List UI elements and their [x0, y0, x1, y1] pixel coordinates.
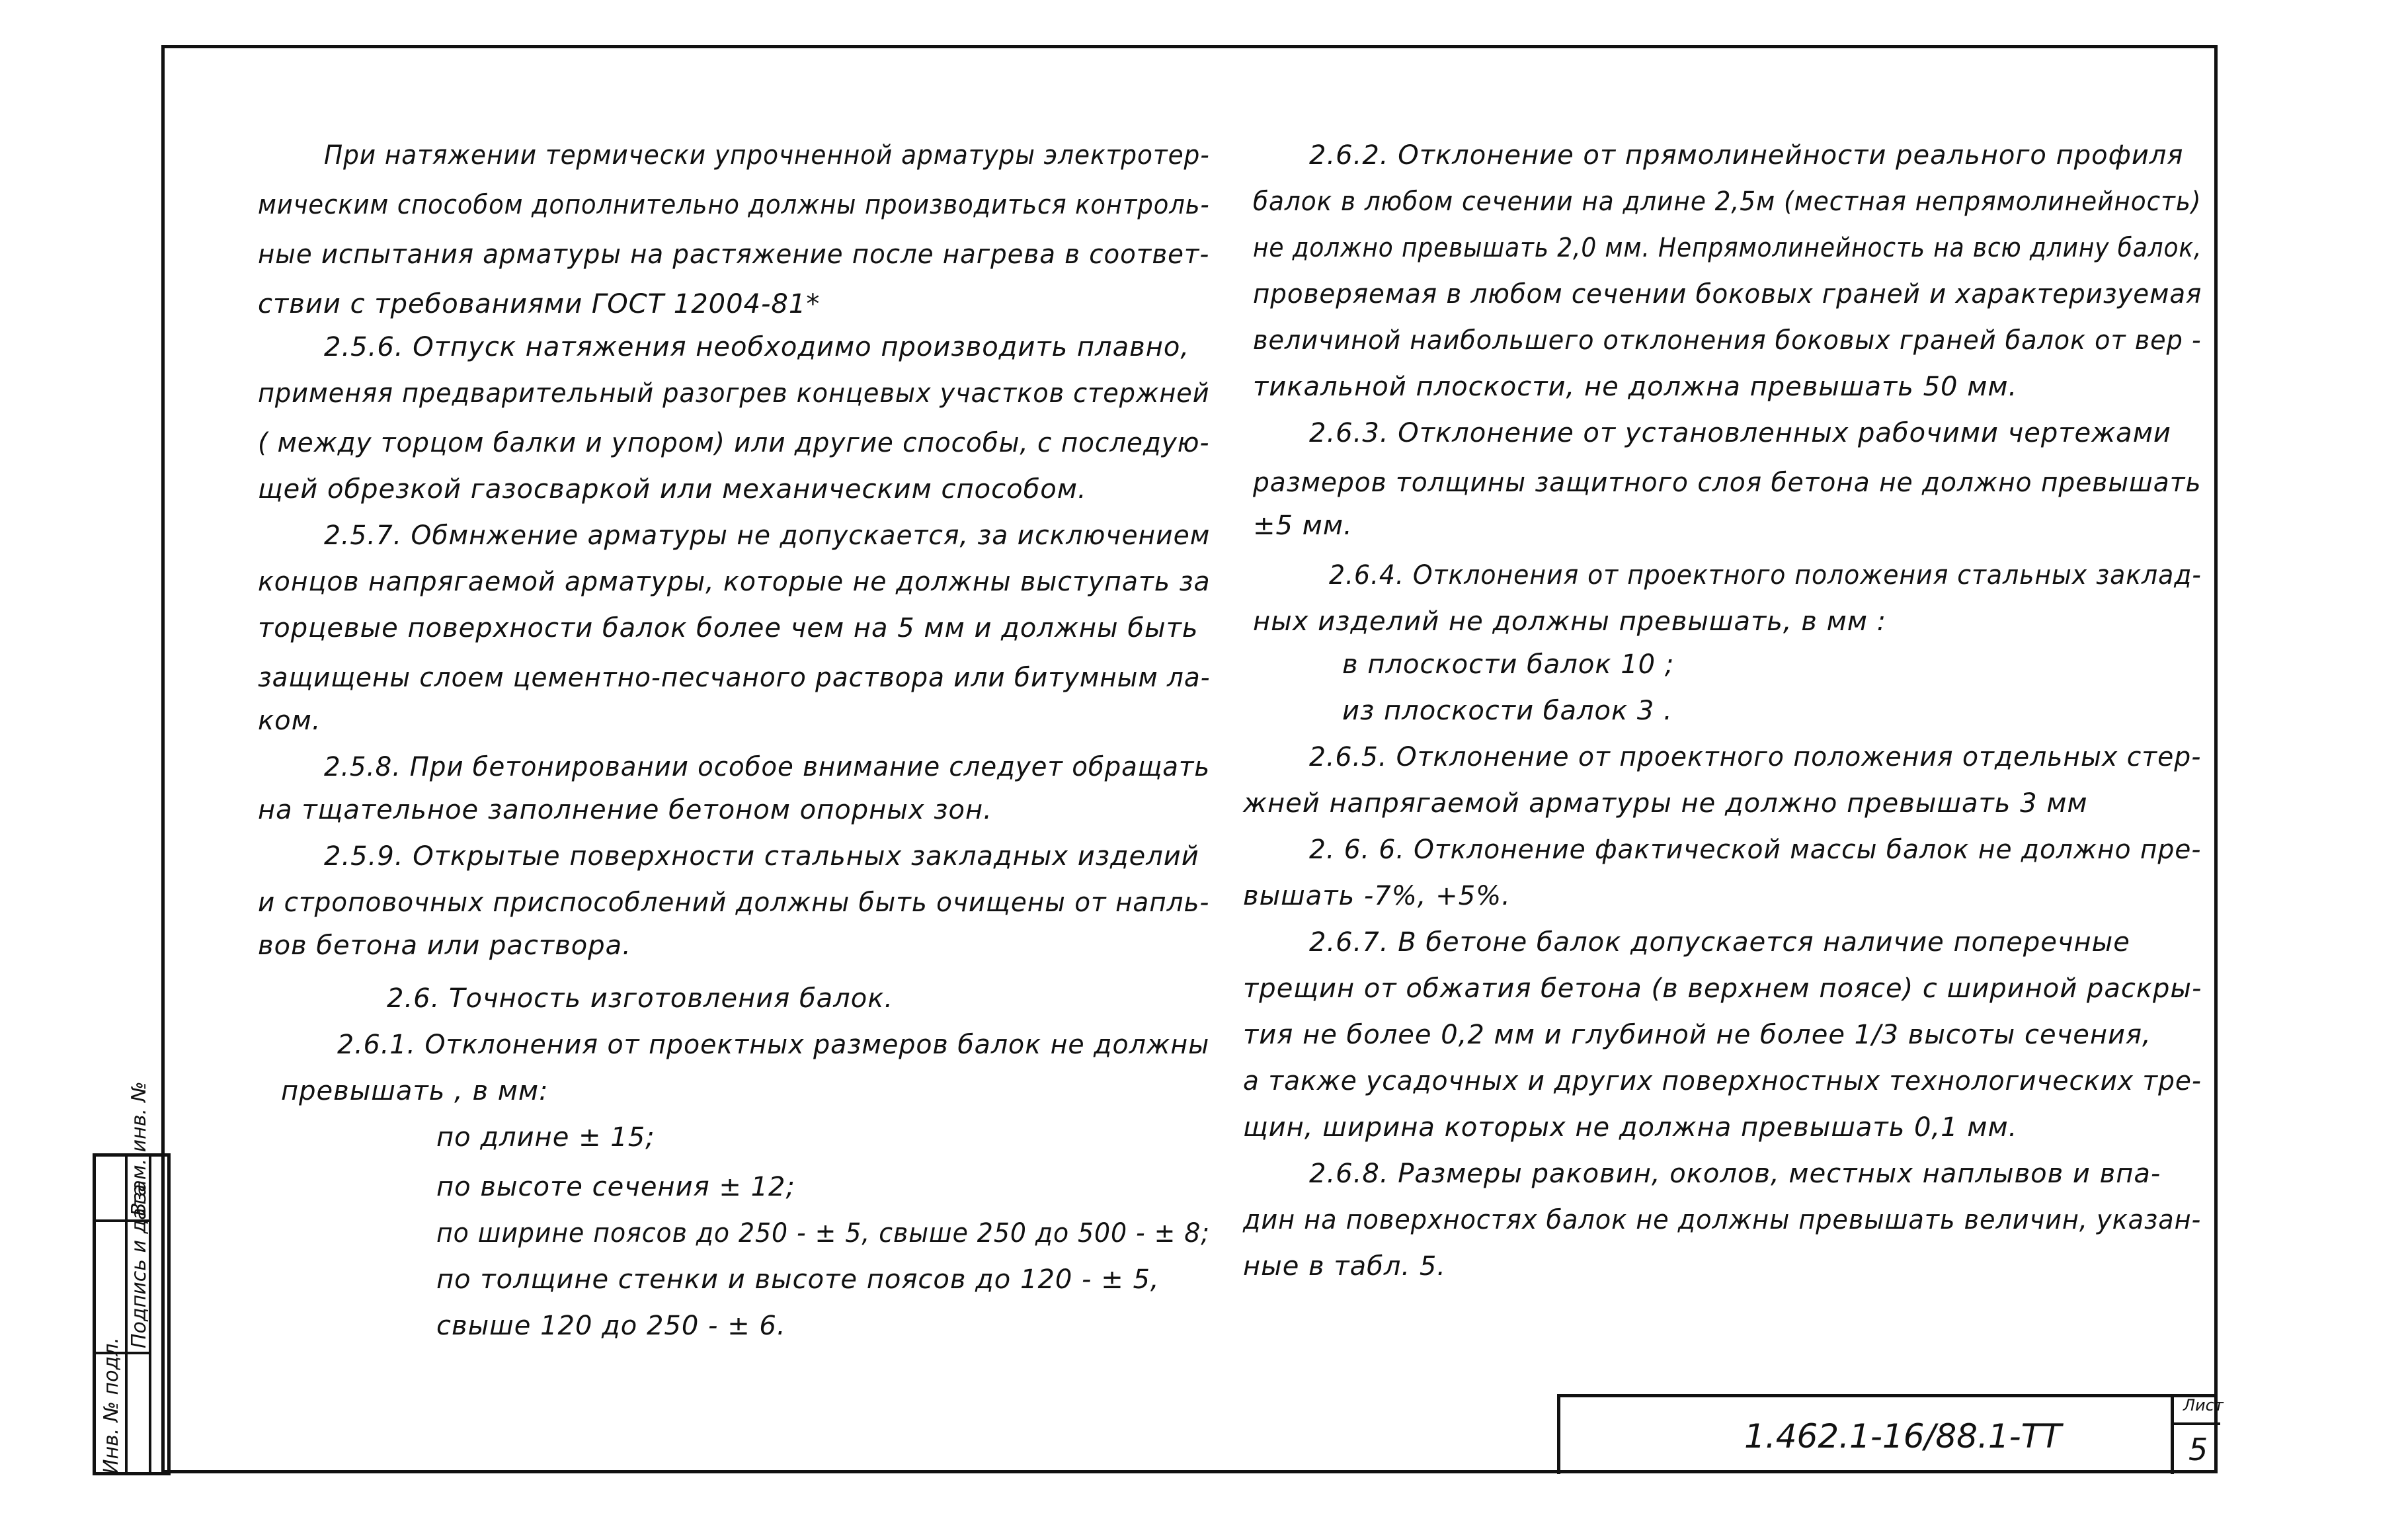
document-code: 1.462.1-16/88.1-ТТ — [1744, 1417, 2062, 1456]
text-line: размеров толщины защитного слоя бетона не должно превышать — [1253, 468, 2202, 498]
text-line: жней напрягаемой арматуры не должно превышать 3 мм — [1243, 788, 2088, 819]
text-line: При натяжении термически упрочненной арматуры электротер- — [324, 140, 1210, 171]
stamp-inv-no: Инв. № подл. — [100, 1337, 123, 1474]
text-line: в плоскости балок 10 ; — [1342, 649, 1675, 680]
text-line: 2.5.7. Обмнжение арматуры не допускается, за исключением — [324, 520, 1211, 551]
sheet-label: Лист — [2183, 1396, 2224, 1415]
text-line: по ширине поясов до 250 - ± 5, свыше 250 до 500 - ± 8; — [436, 1218, 1210, 1249]
sheet-number: 5 — [2188, 1432, 2208, 1467]
sheet-header-line — [2171, 1422, 2220, 1425]
text-line: ( между торцом балки и упором) или другие способы, с последую- — [258, 428, 1210, 458]
text-line: 2.5.9. Открытые поверхности стальных закладных изделий — [324, 841, 1199, 872]
text-line: по высоте сечения ± 12; — [436, 1172, 795, 1202]
text-line: тикальной плоскости, не должна превышать 50 мм. — [1253, 372, 2018, 402]
text-line: и строповочных приспособлений должны быть очищены от напль- — [258, 887, 1210, 918]
side-stamp — [93, 1081, 171, 1475]
text-line: 2.5.6. Отпуск натяжения необходимо производить плавно, — [324, 332, 1190, 362]
text-line: применяя предварительный разогрев концевых участков стержней — [258, 378, 1210, 409]
text-line: ком. — [258, 706, 321, 736]
text-line: концов напрягаемой арматуры, которые не должны выступать за — [258, 567, 1211, 597]
text-line: торцевые поверхности балок более чем на 5 мм и должны быть — [258, 613, 1199, 643]
text-line: 2.6.1. Отклонения от проектных размеров балок не должны — [337, 1030, 1210, 1060]
text-line: вышать -7%, +5%. — [1243, 881, 1511, 911]
text-line: из плоскости балок 3 . — [1342, 696, 1673, 726]
text-line: 2.6.8. Размеры раковин, околов, местных наплывов и впа- — [1309, 1159, 2161, 1189]
text-line: ных изделий не должны превышать, в мм : — [1253, 606, 1887, 637]
text-line: на тщательное заполнение бетоном опорных зон. — [258, 795, 992, 825]
text-line: защищены слоем цементно-песчаного раствора или битумным ла- — [258, 663, 1211, 693]
text-line: 2.6.5. Отклонение от проектного положения отдельных стер- — [1309, 742, 2202, 772]
text-line: а также усадочных и других поверхностных технологических тре- — [1243, 1066, 2202, 1096]
title-block-divider — [2171, 1397, 2174, 1474]
text-line: не должно превышать 2,0 мм. Непрямолинейность на всю длину балок, — [1253, 233, 2202, 263]
text-line: по длине ± 15; — [436, 1122, 655, 1153]
text-line: ные в табл. 5. — [1243, 1251, 1446, 1282]
text-line: по толщине стенки и высоте поясов до 120 - ± 5, — [436, 1264, 1160, 1295]
text-line: величиной наибольшего отклонения боковых граней балок от вер - — [1253, 325, 2202, 356]
text-line: 2.6. Точность изготовления балок. — [387, 983, 894, 1014]
text-line: ные испытания арматуры на растяжение после нагрева в соответ- — [258, 239, 1210, 270]
text-line: щей обрезкой газосваркой или механическим способом. — [258, 474, 1087, 505]
text-line: щин, ширина которых не должна превышать 0,1 мм. — [1243, 1112, 2018, 1143]
text-line: дин на поверхностях балок не должны превышать величин, указан- — [1243, 1205, 2202, 1235]
text-line: тия не более 0,2 мм и глубиной не более 1/3 высоты сечения, — [1243, 1020, 2151, 1050]
text-line: балок в любом сечении на длине 2,5м (местная непрямолинейность) — [1253, 186, 2202, 217]
text-line: превышать , в мм: — [281, 1076, 549, 1106]
text-line: 2.6.4. Отклонения от проектного положения стальных заклад- — [1329, 560, 2202, 591]
text-line: 2. 6. 6. Отклонение фактической массы балок не должно пре- — [1309, 835, 2202, 865]
text-line: свыше 120 до 250 - ± 6. — [436, 1311, 786, 1341]
text-line: мическим способом дополнительно должны производиться контроль- — [258, 190, 1210, 220]
text-line: 2.6.2. Отклонение от прямолинейности реального профиля — [1309, 140, 2184, 171]
stamp-signature-date: Подпись и дата — [128, 1184, 151, 1348]
text-line: 2.6.7. В бетоне балок допускается наличие поперечные — [1309, 927, 2130, 958]
text-line: ствии с требованиями ГОСТ 12004-81* — [258, 289, 821, 319]
stamp-vzam-inv: Взам. инв. № — [128, 1081, 151, 1216]
text-line: 2.6.3. Отклонение от установленных рабочими чертежами — [1309, 418, 2171, 448]
text-line: 2.5.8. При бетонировании особое внимание следует обращать — [324, 752, 1211, 782]
text-line: проверяемая в любом сечении боковых граней и характеризуемая — [1253, 279, 2202, 309]
text-line: вов бетона или раствора. — [258, 930, 631, 961]
title-block — [1557, 1394, 2224, 1474]
text-line: ±5 мм. — [1253, 511, 1353, 541]
text-line: трещин от обжатия бетона (в верхнем поясе) с шириной раскры- — [1243, 973, 2202, 1004]
